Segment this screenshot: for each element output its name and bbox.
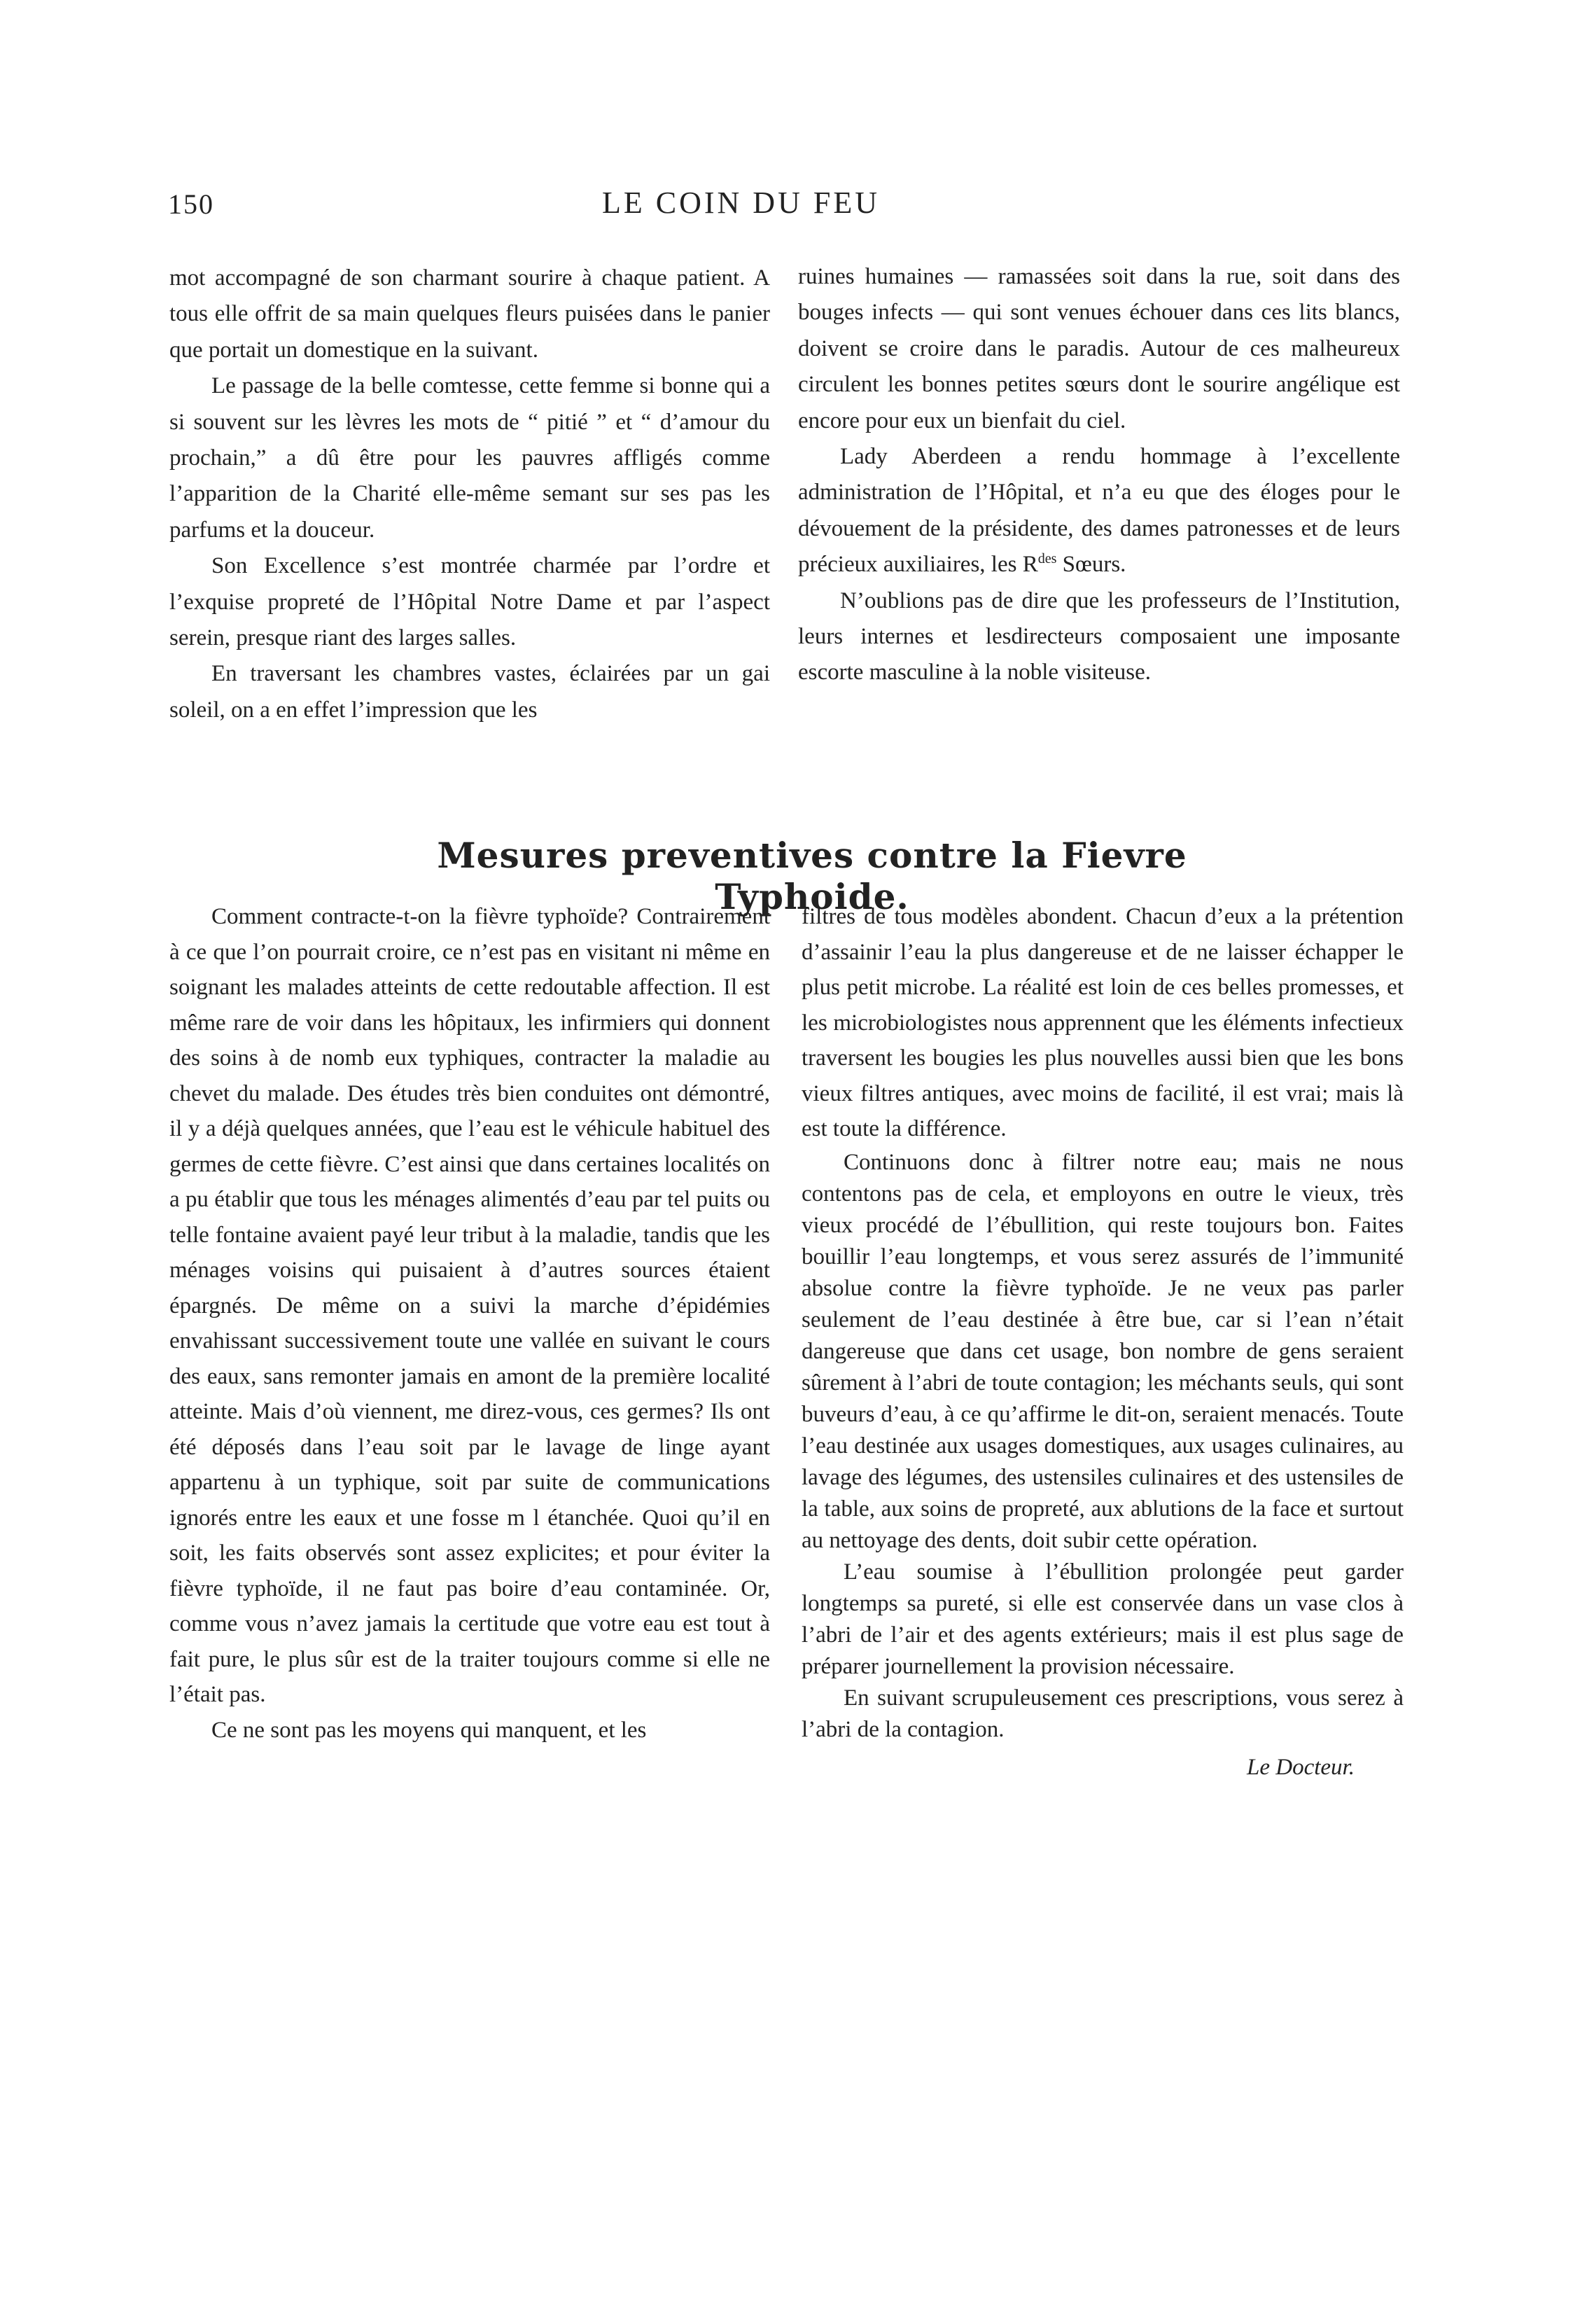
paragraph: mot accompagné de son charmant sourire à chaque patient. A tous elle offrit de sa main quelques fleurs puisées dans le panier que portait un domestique en la suivant.: [169, 265, 770, 363]
paragraph: Ce ne sont pas les moyens qui manquent, et les: [211, 1717, 647, 1743]
upper-left-column: [169, 260, 770, 728]
article-left-column: [169, 899, 770, 1748]
paragraph: ruines humaines — ramassées soit dans la rue, soit dans des bouges infects — qui sont venues échouer dans ces lits blancs, doivent se croire dans le paradis. Autour de ces malheureux circulent les bonnes petites sœurs dont le sourire angélique est encore pour eux un bienfait du ciel.: [798, 264, 1400, 433]
article-title: Mesures preventives contre la Fievre Typhoide.: [437, 835, 1187, 917]
paragraph: filtres de tous modèles abondent. Chacun d’eux a la prétention d’assainir l’eau la plus dangereuse et de ne laisser échapper le plus petit microbe. La réalité est loin de ces belles promesses, et les microbiologistes nous apprennent que les éléments infectieux traversent les bougies les plus nouvelles aussi bien que les bons vieux filtres antiques, avec moins de facilité, il est vrai; mais là est toute la différence.: [802, 904, 1404, 1141]
paragraph: N’oublions pas de dire que les professeurs de l’Institution, leurs internes et lesdirecteurs composaient une imposante escorte masculine à la noble visiteuse.: [798, 587, 1400, 686]
upper-right-column: [798, 259, 1400, 691]
paragraph-tail: Sœurs.: [1056, 552, 1126, 578]
page-number: 150: [168, 188, 214, 220]
paragraph: L’eau soumise à l’ébullition prolongée peut garder longtemps sa pureté, si elle est conservée dans un vase clos à l’abri de l’air et des agents extérieurs; mais il est plus sage de préparer journellement la provision nécessaire.: [802, 1559, 1404, 1679]
superscript: des: [1037, 551, 1057, 567]
paragraph: Le passage de la belle comtesse, cette femme si bonne qui a si souvent sur les lèvres les mots de “ pitié ” et “ d’amour du prochain,” a dû être pour les pauvres affligés comme l’apparition de la Charité elle-même semant sur ses pas les parfums et la douceur.: [169, 373, 770, 543]
paragraph: Son Excellence s’est montrée charmée par l’ordre et l’exquise propreté de l’Hôpital Notre Dame et par l’aspect serein, presque riant des larges salles.: [169, 553, 770, 651]
paragraph-text: Lady Aberdeen a rendu hommage à l’excellente administration de l’Hôpital, et n’a eu que des éloges pour le dévouement de la présidente, des dames patronesses et de leurs précieux auxiliaires, les R: [798, 444, 1400, 578]
paragraph: Continuons donc à filtrer notre eau; mais ne nous contentons pas de cela, et employons en outre le vieux, très vieux procédé de l’ébullition, qui reste toujours bon. Faites bouillir l’eau longtemps, et vous serez assurés de l’immunité absolue contre la fièvre typhoïde. Je ne veux pas parler seulement de l’eau destinée à être bue, car si l’ean n’était dangereuse que dans cet usage, bon nombre de gens seraient sûrement à l’abri de toute contagion; les méchants seuls, qui sont buveurs d’eau, à ce qu’affirme le dit-on, seraient menacés. Toute l’eau destinée aux usages domestiques, aux usages culinaires, au lavage des légumes, des ustensiles culinaires et des ustensiles de la table, aux soins de propreté, aux ablutions de la face et surtout au nettoyage des dents, doit subir cette opération.: [802, 1149, 1404, 1553]
paragraph: Comment contracte-t-on la fièvre typhoïde? Contrairement à ce que l’on pourrait croire, ce n’est pas en visitant ni même en soignant les malades atteints de cette redoutable affection. Il est même rare de voir dans les hôpitaux, les infirmiers qui donnent des soins à de nomb eux typhiques, contracter la maladie au chevet du malade. Des études très bien conduites ont démontré, il y a déjà quelques années, que l’eau est le véhicule habituel des germes de cette fièvre. C’est ainsi que dans certaines localités on a pu établir que tous les ménages alimentés d’eau par tel puits ou telle fontaine avaient payé leur tribut à la maladie, tandis que les ménages voisins qui puisaient à d’autres sources étaient épargnés. De même on a suivi la marche d’épidémies envahissant successivement toute une vallée en suivant le cours des eaux, sans remonter jamais en amont de la première localité atteinte. Mais d’où viennent, me direz-vous, ces germes? Ils ont été déposés dans l’eau soit par le lavage de linge ayant appartenu à un typhique, soit par suite de communications ignorés entre les eaux et une fosse m l étanchée. Quoi qu’il en soit, les faits observés sont assez explicites; et pour éviter la fièvre typhoïde, il ne faut pas boire d’eau contaminée. Or, comme vous n’avez jamais la certitude que votre eau est tout à fait pure, le plus sûr est de la traiter toujours comme si elle ne l’était pas.: [169, 904, 770, 1707]
paragraph: En traversant les chambres vastes, éclairées par un gai soleil, on a en effet l’impression que les: [169, 661, 770, 723]
article-right-column: [802, 899, 1404, 1785]
signature: Le Docteur.: [1247, 1754, 1355, 1780]
running-title: LE COIN DU FEU: [602, 186, 880, 220]
paragraph: [798, 439, 1400, 583]
paragraph: En suivant scrupuleusement ces prescriptions, vous serez à l’abri de la contagion.: [802, 1685, 1404, 1742]
